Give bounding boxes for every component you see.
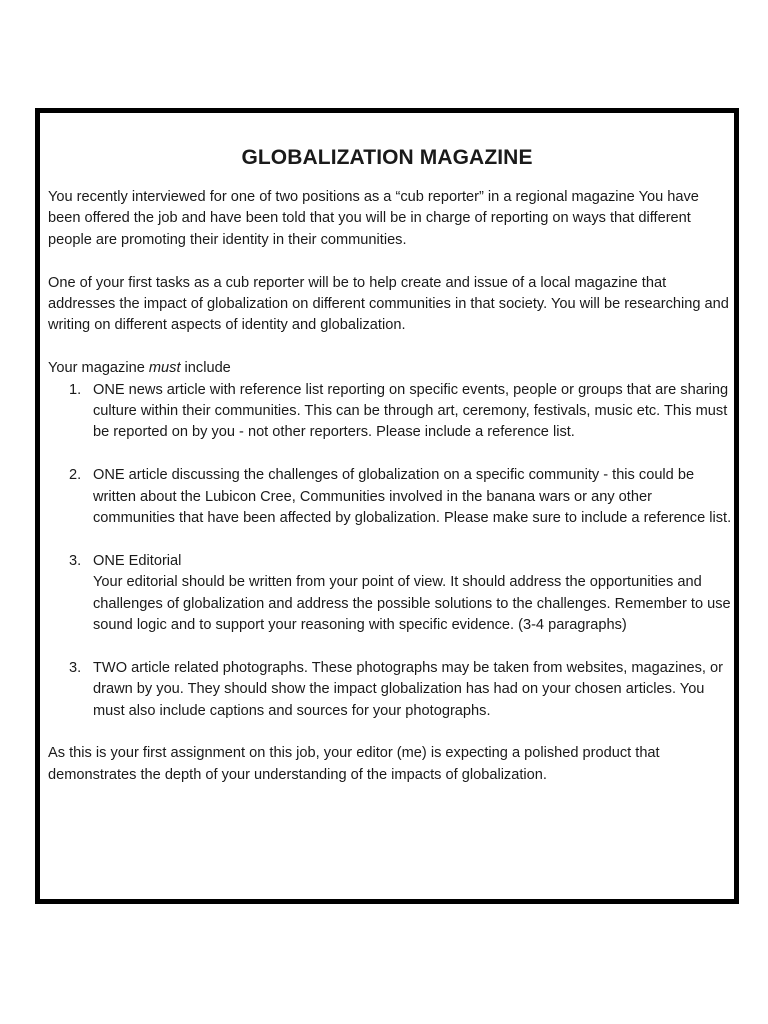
list-item-3 xyxy=(48,551,732,637)
list-item-4 xyxy=(48,658,732,722)
list-item-text: Editorial xyxy=(124,552,182,569)
closing-paragraph: As this is your first assignment on this job, your editor (me) is expecting a polished product that demonstrates the depth of your understanding of the impacts of globalization. xyxy=(48,745,660,783)
list-item-text: related photographs. These photographs may be taken from websites, magazines, or drawn by you. They should show the impact globalization has had on your chosen articles. You must also include captions and sources for your photographs. xyxy=(93,659,724,719)
must-include-line xyxy=(48,358,732,379)
list-item-lead: ONE xyxy=(93,467,125,484)
list-item-lead: ONE xyxy=(93,552,125,569)
list-item-2 xyxy=(48,465,732,529)
list-item-text: news article with reference list reporting on specific events, people or groups that are sharing culture within their communities. This can be through art, ceremony, festivals, music etc. This must be reported on by you - not other reporters. Please include a reference list. xyxy=(93,381,729,441)
list-item-detail: Your editorial should be written from your point of view. It should address the opportunities and challenges of globalization and address the possible solutions to the challenges. Remember to use sound logic and to support your reasoning with specific evidence. (3-4 paragraphs) xyxy=(93,574,731,634)
intro-paragraph-1: You recently interviewed for one of two positions as a “cub reporter” in a regional magazine You have been offered the job and have been told that you will be in charge of reporting on ways that different people are promoting their identity in their communities. xyxy=(48,189,699,248)
document-body xyxy=(48,187,732,786)
intro-paragraph-2: One of your first tasks as a cub reporter will be to help create and issue of a local magazine that addresses the impact of globalization on different communities in that society. You will be researching and writing on different aspects of identity and globalization. xyxy=(48,274,729,334)
document-frame xyxy=(35,108,739,904)
list-number: 1. xyxy=(69,381,82,398)
list-number: 2. xyxy=(69,467,82,484)
list-item-lead: ONE xyxy=(93,381,125,398)
list-item-lead: TWO article xyxy=(93,659,171,676)
list-item-text: article discussing the challenges of globalization on a specific community - this could be written about the Lubicon Cree, Communities involved in the banana wars or any other communities that have been affected by globalization. Please make sure to include a reference list. xyxy=(93,467,732,527)
page-title: GLOBALIZATION MAGAZINE xyxy=(241,146,533,169)
must-emphasis: must xyxy=(148,360,181,377)
list-number: 3. xyxy=(69,659,82,676)
list-item-1 xyxy=(48,380,732,444)
must-include-after: include xyxy=(180,360,231,377)
must-include-before: Your magazine xyxy=(48,360,149,377)
list-number: 3. xyxy=(69,552,82,569)
